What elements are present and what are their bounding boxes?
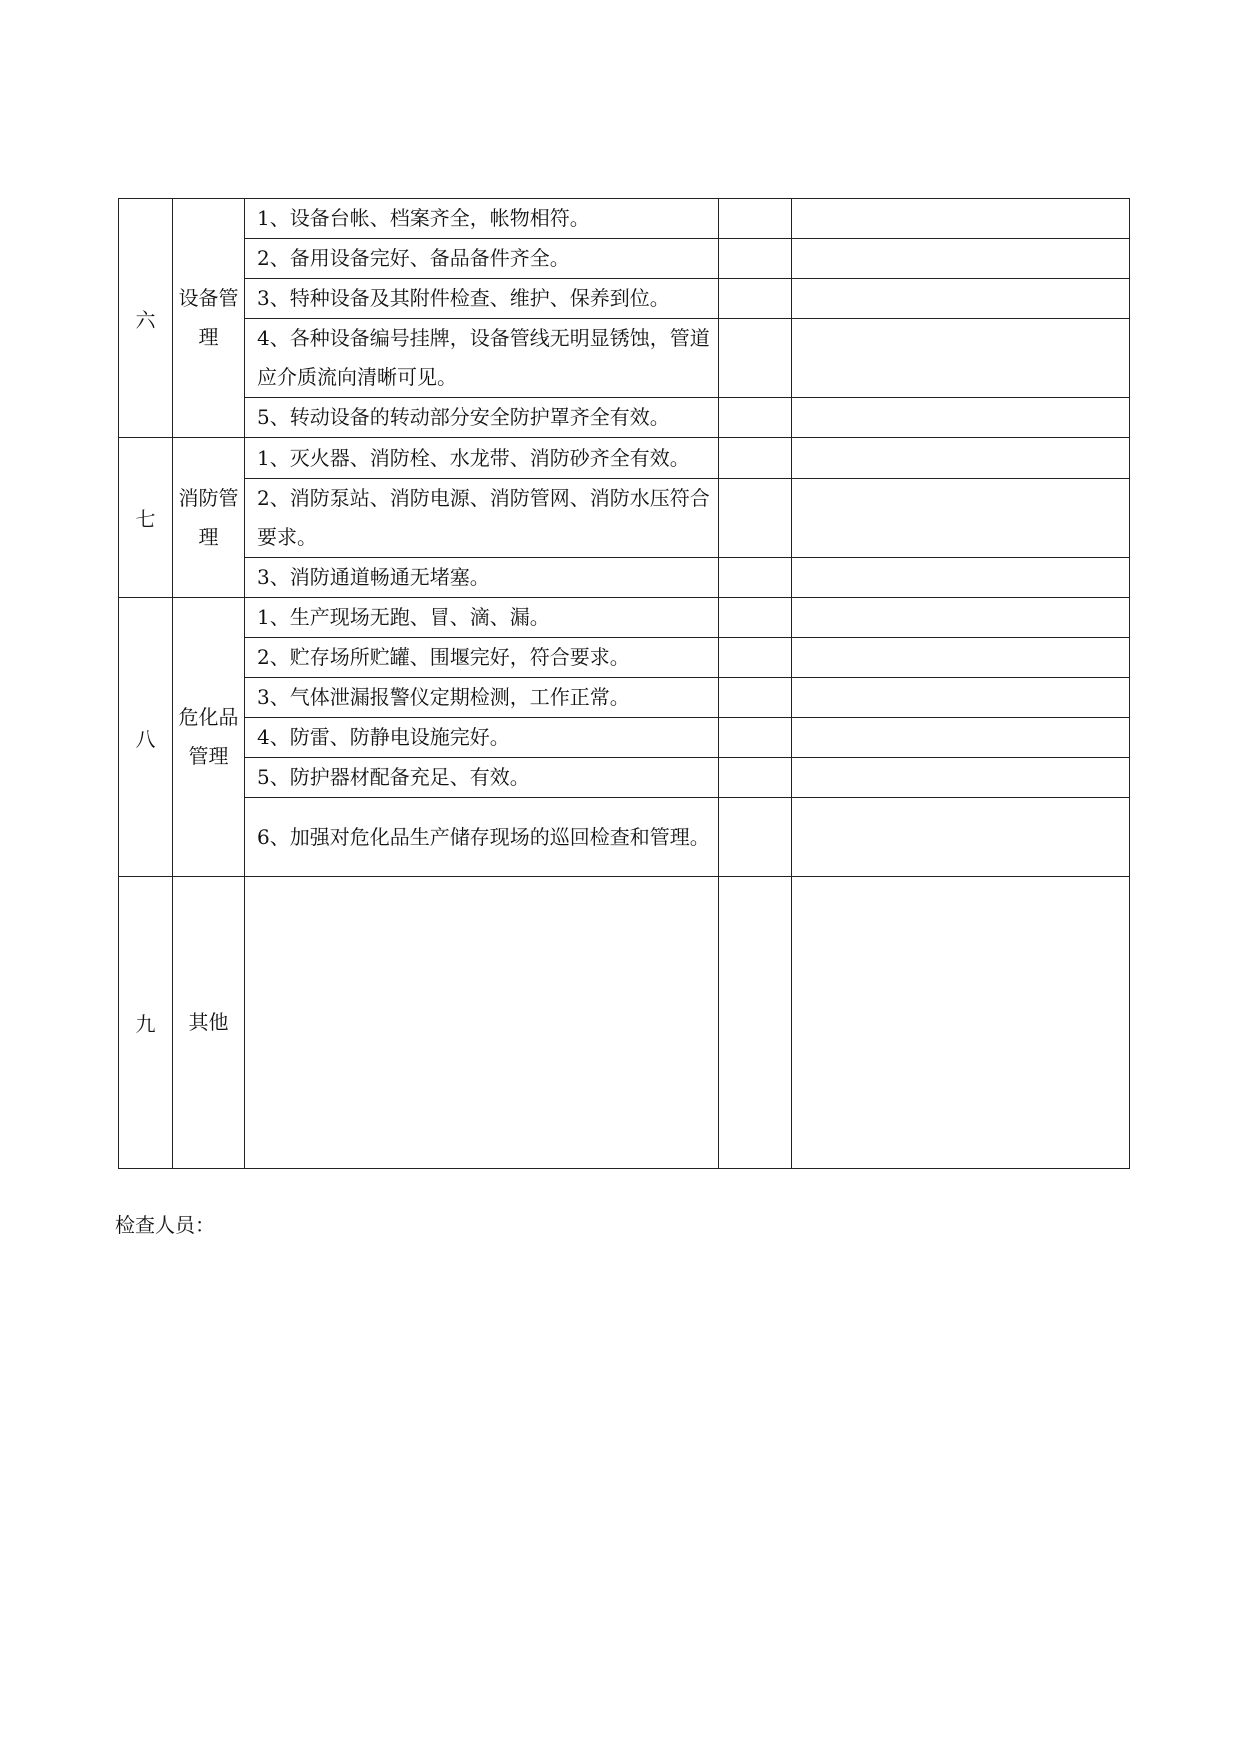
result-cell (719, 798, 792, 877)
remark-cell (792, 199, 1130, 239)
check-item: 1、灭火器、消防栓、水龙带、消防砂齐全有效。 (245, 438, 719, 479)
remark-cell (792, 718, 1130, 758)
table-row (119, 758, 1130, 798)
result-cell (719, 638, 792, 678)
result-cell (719, 239, 792, 279)
check-item: 5、转动设备的转动部分安全防护罩齐全有效。 (245, 398, 719, 438)
remark-cell (792, 398, 1130, 438)
remark-cell (792, 239, 1130, 279)
section-category: 危化品管理 (173, 598, 245, 877)
section-number: 七 (119, 438, 173, 598)
remark-cell (792, 877, 1130, 1169)
inspector-label: 检查人员： (115, 1213, 215, 1237)
result-cell (719, 678, 792, 718)
section-category: 设备管理 (173, 199, 245, 438)
table-row (119, 558, 1130, 598)
table-row (119, 798, 1130, 877)
result-cell (719, 758, 792, 798)
check-item: 4、各种设备编号挂牌，设备管线无明显锈蚀，管道应介质流向清晰可见。 (245, 319, 719, 398)
remark-cell (792, 438, 1130, 479)
section-category: 消防管理 (173, 438, 245, 598)
check-item: 1、生产现场无跑、冒、滴、漏。 (245, 598, 719, 638)
table-row (119, 479, 1130, 558)
table-row (119, 877, 1130, 1169)
table-row (119, 319, 1130, 398)
remark-cell (792, 279, 1130, 319)
table-row (119, 718, 1130, 758)
result-cell (719, 718, 792, 758)
result-cell (719, 598, 792, 638)
section-number: 六 (119, 199, 173, 438)
check-item: 6、加强对危化品生产储存现场的巡回检查和管理。 (245, 798, 719, 877)
result-cell (719, 398, 792, 438)
check-item: 4、防雷、防静电设施完好。 (245, 718, 719, 758)
remark-cell (792, 798, 1130, 877)
result-cell (719, 479, 792, 558)
table-row (119, 638, 1130, 678)
inspection-table (118, 198, 1130, 1169)
result-cell (719, 199, 792, 239)
check-item: 1、设备台帐、档案齐全，帐物相符。 (245, 199, 719, 239)
check-item: 2、备用设备完好、备品备件齐全。 (245, 239, 719, 279)
remark-cell (792, 598, 1130, 638)
table-row (119, 239, 1130, 279)
check-item: 3、消防通道畅通无堵塞。 (245, 558, 719, 598)
result-cell (719, 877, 792, 1169)
section-number: 九 (119, 877, 173, 1169)
remark-cell (792, 638, 1130, 678)
result-cell (719, 438, 792, 479)
remark-cell (792, 558, 1130, 598)
result-cell (719, 558, 792, 598)
remark-cell (792, 678, 1130, 718)
check-item (245, 877, 719, 1169)
check-item: 2、消防泵站、消防电源、消防管网、消防水压符合要求。 (245, 479, 719, 558)
result-cell (719, 319, 792, 398)
remark-cell (792, 758, 1130, 798)
table-row (119, 598, 1130, 638)
check-item: 3、特种设备及其附件检查、维护、保养到位。 (245, 279, 719, 319)
section-number: 八 (119, 598, 173, 877)
table-row (119, 199, 1130, 239)
check-item: 5、防护器材配备充足、有效。 (245, 758, 719, 798)
section-category: 其他 (173, 877, 245, 1169)
table-row (119, 279, 1130, 319)
remark-cell (792, 319, 1130, 398)
table-row (119, 398, 1130, 438)
table-row (119, 678, 1130, 718)
table-row (119, 438, 1130, 479)
check-item: 2、贮存场所贮罐、围堰完好，符合要求。 (245, 638, 719, 678)
check-item: 3、气体泄漏报警仪定期检测，工作正常。 (245, 678, 719, 718)
result-cell (719, 279, 792, 319)
remark-cell (792, 479, 1130, 558)
